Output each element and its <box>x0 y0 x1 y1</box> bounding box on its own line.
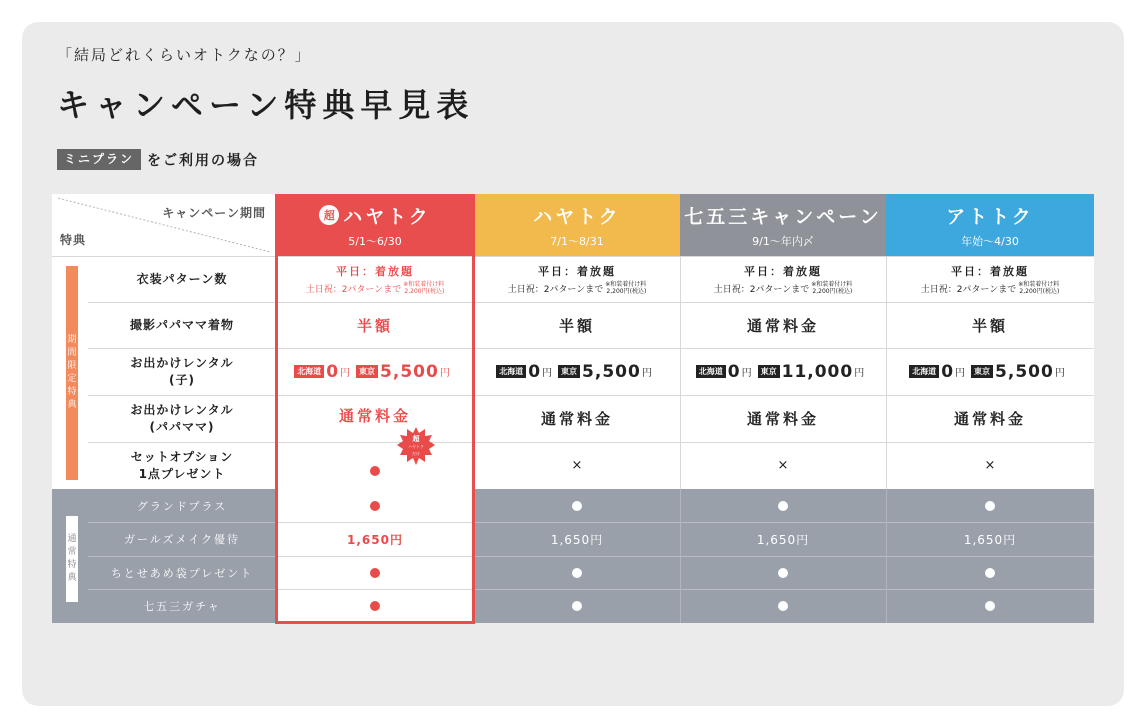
corner-bottom-label: 特典 <box>60 233 87 247</box>
costume-weekday: 平日：着放題 <box>538 265 616 278</box>
kimono-cell-3: 半額 <box>971 316 1008 335</box>
gacha-cell-3 <box>886 589 1094 623</box>
tokyo-price: 11,000 <box>781 361 854 382</box>
burst-line1: 超 <box>412 434 420 443</box>
available-dot-icon <box>985 501 995 511</box>
costume-weekend: 土日祝：2パターンまで <box>507 285 604 295</box>
row-label-rental-parent: お出かけレンタル (パパママ) <box>130 402 234 434</box>
grand-plus-cell-3 <box>886 489 1094 522</box>
plan-tag: ミニプラン <box>57 149 141 170</box>
page-title: キャンペーン特典早見表 <box>57 86 475 124</box>
cho-badge-icon: 超 <box>319 205 339 225</box>
yen-unit: 円 <box>955 368 966 379</box>
corner-top-label: キャンペーン期間 <box>162 206 266 220</box>
hokkaido-price: 0 <box>528 361 542 382</box>
rental-parent-cell-2: 通常料金 <box>746 410 819 428</box>
costume-cell-2 <box>680 256 886 302</box>
hokkaido-badge: 北海道 <box>496 365 526 378</box>
available-dot-icon <box>778 501 788 511</box>
set-option-cell-2: × <box>777 458 789 473</box>
grand-plus-cell-1 <box>474 489 680 522</box>
row-label-set-option: セットオプション 1点プレゼント <box>130 449 234 481</box>
campaign-name: ハヤトク <box>533 205 621 228</box>
kimono-cell-1: 半額 <box>558 316 595 335</box>
tokyo-price: 5,500 <box>582 361 641 382</box>
hokkaido-badge: 北海道 <box>696 365 726 378</box>
tokyo-badge: 東京 <box>558 365 580 378</box>
rental-parent-cell-0: 通常料金 <box>338 406 411 425</box>
set-option-cell-3: × <box>984 458 996 473</box>
available-dot-icon <box>370 501 380 511</box>
costume-note2: 2,200円(税込) <box>404 288 445 295</box>
gacha-cell-1 <box>474 589 680 623</box>
gacha-cell-0 <box>276 589 474 623</box>
hokkaido-price: 0 <box>326 361 340 382</box>
tokyo-badge: 東京 <box>758 365 780 378</box>
rental-child-cell-0 <box>276 348 474 395</box>
campaign-name: アトトク <box>946 205 1034 228</box>
costume-weekend: 土日祝：2パターンまで <box>713 285 810 295</box>
tokyo-price: 5,500 <box>380 361 439 382</box>
cho-hayatoku-only-burst-icon <box>396 426 436 466</box>
campaign-period: 9/1〜年内〆 <box>752 234 814 248</box>
tokyo-badge: 東京 <box>356 365 378 378</box>
grand-plus-cell-2 <box>680 489 886 522</box>
girls-make-cell-2: 1,650円 <box>756 532 810 547</box>
campaign-period: 7/1〜8/31 <box>550 234 604 248</box>
costume-note2: 2,200円(税込) <box>1019 288 1060 295</box>
costume-note1: ※和装着付け料 <box>811 281 853 288</box>
costume-weekend: 土日祝：2パターンまで <box>920 285 1017 295</box>
yen-unit: 円 <box>439 368 450 379</box>
yen-unit: 円 <box>1054 368 1065 379</box>
kimono-cell-2: 通常料金 <box>746 316 819 335</box>
chitose-ame-cell-1 <box>474 556 680 589</box>
available-dot-icon <box>572 568 582 578</box>
hokkaido-price: 0 <box>941 361 955 382</box>
available-dot-icon <box>572 501 582 511</box>
available-dot-icon <box>370 568 380 578</box>
hokkaido-price: 0 <box>727 361 741 382</box>
section-regular-text: 通 常 特 典 <box>67 534 77 583</box>
campaign-name: 七五三キャンペーン <box>684 205 882 228</box>
campaign-header-shichigosan <box>680 194 886 256</box>
row-label-grand-plus: グランドプラス <box>136 499 228 513</box>
girls-make-cell-0: 1,650円 <box>347 532 403 547</box>
set-option-cell-0 <box>276 452 474 489</box>
grand-plus-cell-0 <box>276 489 474 522</box>
available-dot-icon <box>985 568 995 578</box>
costume-note1: ※和装着付け料 <box>403 281 445 288</box>
rental-parent-cell-1: 通常料金 <box>540 410 613 428</box>
hokkaido-badge: 北海道 <box>294 365 324 378</box>
available-dot-icon <box>778 601 788 611</box>
available-dot-icon <box>778 568 788 578</box>
campaign-header-hayatoku <box>474 194 680 256</box>
campaign-period: 5/1〜6/30 <box>348 234 402 248</box>
yen-unit: 円 <box>854 368 865 379</box>
yen-unit: 円 <box>340 368 351 379</box>
rental-child-cell-3 <box>886 348 1094 395</box>
rental-child-cell-1 <box>474 348 680 395</box>
tokyo-price: 5,500 <box>995 361 1054 382</box>
costume-weekday: 平日：着放題 <box>951 265 1029 278</box>
tokyo-badge: 東京 <box>971 365 993 378</box>
campaign-table <box>52 194 1094 623</box>
rental-parent-cell-3: 通常料金 <box>953 410 1026 428</box>
girls-make-cell-1: 1,650円 <box>550 532 604 547</box>
plan-line <box>57 149 259 170</box>
row-label-chitose-ame: ちとせあめ袋プレゼント <box>110 566 254 580</box>
campaign-header-cho-hayatoku <box>276 194 474 256</box>
rental-child-cell-2 <box>680 348 886 395</box>
burst-line3: だけ <box>411 450 420 456</box>
row-label-costume: 衣装パターン数 <box>136 271 228 286</box>
page-subtitle: 「結局どれくらいオトクなの？」 <box>57 46 312 64</box>
section-limited-label <box>66 266 78 480</box>
gacha-cell-2 <box>680 589 886 623</box>
costume-note2: 2,200円(税込) <box>606 288 647 295</box>
hokkaido-badge: 北海道 <box>909 365 939 378</box>
yen-unit: 円 <box>741 368 752 379</box>
costume-cell-1 <box>474 256 680 302</box>
section-regular-label <box>66 516 78 602</box>
row-label-gacha: 七五三ガチャ <box>143 600 221 613</box>
burst-line2: ハヤトク <box>408 443 424 449</box>
available-dot-icon <box>572 601 582 611</box>
costume-cell-0 <box>276 256 474 302</box>
girls-make-cell-3: 1,650円 <box>963 532 1017 547</box>
yen-unit: 円 <box>542 368 553 379</box>
corner-cell <box>52 194 276 256</box>
costume-weekend: 土日祝：2パターンまで <box>305 285 402 295</box>
chitose-ame-cell-3 <box>886 556 1094 589</box>
costume-note1: ※和装着付け料 <box>605 281 647 288</box>
campaign-period: 年始〜4/30 <box>961 234 1019 248</box>
available-dot-icon <box>370 466 380 476</box>
available-dot-icon <box>370 601 380 611</box>
costume-weekday: 平日：着放題 <box>336 265 414 278</box>
campaign-name: ハヤトク <box>343 205 431 228</box>
chitose-ame-cell-0 <box>276 556 474 589</box>
costume-note1: ※和装着付け料 <box>1018 281 1060 288</box>
campaign-header-atotoku <box>886 194 1094 256</box>
costume-weekday: 平日：着放題 <box>744 265 822 278</box>
row-label-girls-make: ガールズメイク優待 <box>123 533 240 546</box>
kimono-cell-0: 半額 <box>356 316 393 335</box>
row-label-kimono: 撮影パパママ着物 <box>129 317 234 332</box>
chitose-ame-cell-2 <box>680 556 886 589</box>
row-label-rental-child: お出かけレンタル (子) <box>130 355 234 387</box>
section-limited-text: 期 間 限 定 特 典 <box>67 335 77 410</box>
yen-unit: 円 <box>641 368 652 379</box>
costume-cell-3 <box>886 256 1094 302</box>
available-dot-icon <box>985 601 995 611</box>
set-option-cell-1: × <box>571 458 583 473</box>
costume-note2: 2,200円(税込) <box>812 288 853 295</box>
plan-text: をご利用の場合 <box>147 152 260 169</box>
